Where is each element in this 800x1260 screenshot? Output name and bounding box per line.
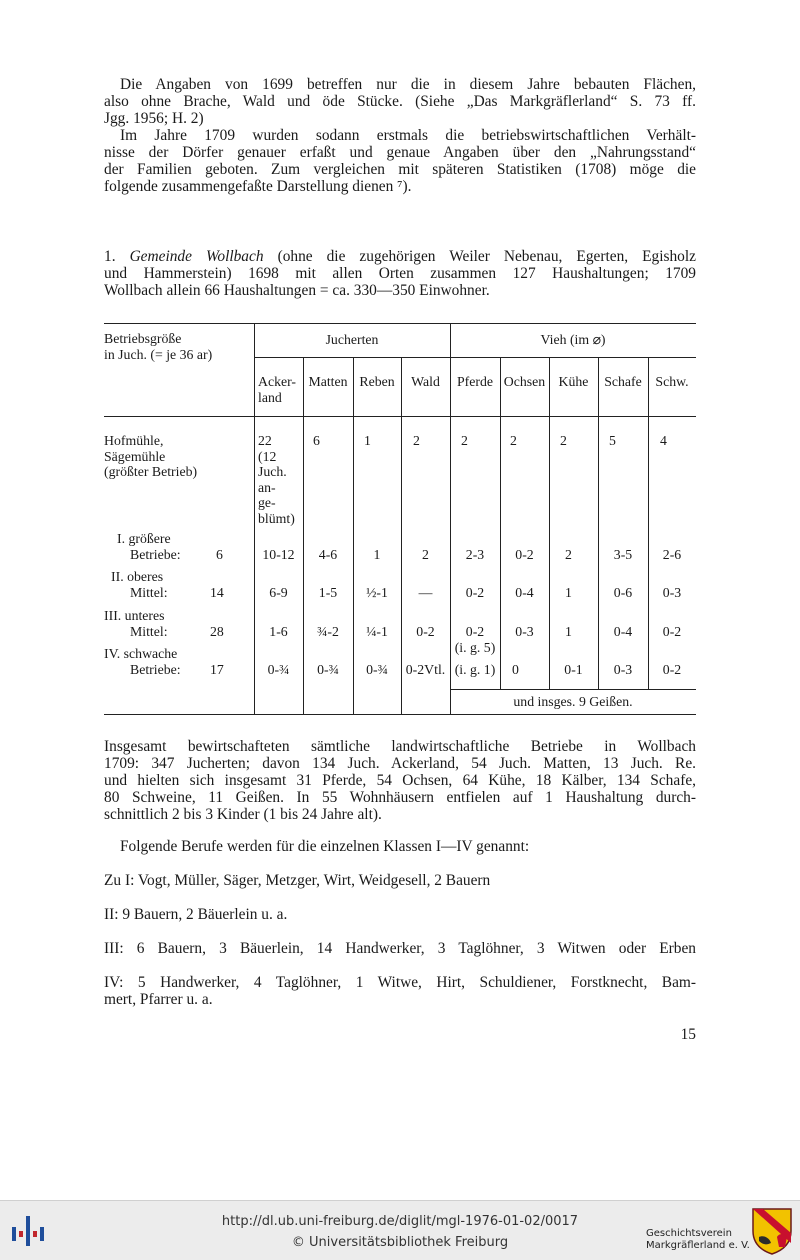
cell: 3-5 (613, 547, 633, 562)
table-col-rule (254, 323, 255, 714)
cell-hofmuehle-wald: 2 (413, 433, 420, 448)
text-line: Insgesamt bewirtschafteten sämtliche landwirtschaftliche Betriebe in Wollbach (104, 738, 696, 755)
table-rule-header (104, 416, 696, 417)
cell-line: (12 (258, 448, 277, 464)
label-line: Hofmühle, (104, 433, 164, 448)
cell: 0-1 (564, 662, 583, 677)
cell-hofmuehle-pferde: 2 (461, 433, 468, 448)
section-number: 1. (104, 248, 116, 265)
cell: 1 (565, 585, 572, 600)
text-line: und Hammerstein) 1698 mit allen Orten zusammen 127 Haushaltungen; 1709 (104, 265, 696, 282)
cell: 0-4 (515, 585, 534, 600)
farm-statistics-table (104, 323, 696, 715)
cell-line: 22 (258, 433, 272, 448)
cell: 0-2 (662, 624, 682, 639)
copyright-text: © Universitätsbibliothek Freiburg (291, 1235, 509, 1250)
cell: 0-4 (613, 624, 633, 639)
row-count-class-4: 17 (210, 662, 224, 677)
cell-hofmuehle-kuehe: 2 (560, 433, 567, 448)
text-line: 80 Schweine, 11 Geißen. In 55 Wohnhäusern entfielen auf 1 Haushaltung durch- (104, 789, 696, 806)
footer-bar (0, 1200, 800, 1260)
cell: 2 (422, 547, 429, 562)
header-line: Betriebsgröße (104, 331, 182, 346)
cell: 0-2 (416, 624, 435, 639)
row-label-class-3-b: Mittel: (130, 624, 168, 639)
cell: 1-5 (318, 585, 338, 600)
summary-paragraph (104, 738, 696, 823)
table-rule-note (450, 689, 696, 690)
cell-note: (i. g. 5) (454, 640, 496, 655)
text-line: schnittlich 2 bis 3 Kinder (1 bis 24 Jahre alt). (104, 806, 382, 823)
col-header-schafe: Schafe (604, 374, 642, 389)
row-count-class-3: 28 (210, 624, 224, 639)
cell: 10-12 (262, 547, 295, 562)
row-count-class-2: 14 (210, 585, 224, 600)
cell: 4-6 (318, 547, 338, 562)
corner-header (104, 331, 212, 362)
section-paragraph (104, 248, 696, 299)
intro-paragraph-1 (104, 76, 696, 127)
row-label-class-3: III. unteres (104, 608, 165, 623)
cell-line: blümt) (258, 510, 295, 526)
table-col-rule (353, 357, 354, 714)
cell-line: Juch. (258, 464, 287, 479)
cell-hofmuehle-schweine: 4 (660, 433, 667, 448)
text-line: IV: 5 Handwerker, 4 Taglöhner, 1 Witwe, Hirt, Schuldiener, Forstknecht, Bam- (104, 974, 696, 991)
col-header-ochsen: Ochsen (503, 374, 546, 389)
text-line: also ohne Brache, Wald und öde Stücke. (Siehe „Das Markgräflerland“ S. 73 ff. (104, 93, 696, 110)
intro-paragraph-2 (104, 127, 696, 195)
cell: 0-2 (662, 662, 682, 677)
source-url-link[interactable]: http://dl.ub.uni-freiburg.de/diglit/mgl-1976-01-02/0017 (221, 1214, 579, 1229)
table-rule-bottom (104, 714, 696, 715)
cell: — (418, 585, 433, 600)
col-header-pferde: Pferde (456, 374, 493, 389)
berufe-class-4 (104, 974, 696, 1008)
row-label-class-4: IV. schwache (104, 646, 178, 661)
cell: 0 (512, 662, 519, 677)
row-label-class-2: II. oberes (111, 569, 164, 584)
text-line: Die Angaben von 1699 betreffen nur die in diesem Jahre bebauten Flächen, (120, 76, 696, 93)
group-header-jucherten: Jucherten (325, 332, 379, 347)
cell: 1 (373, 547, 381, 562)
header-line: Acker- (258, 374, 297, 389)
coat-of-arms-icon (751, 1207, 793, 1255)
cell-hofmuehle-ochsen: 2 (510, 433, 517, 448)
cell: 0-6 (613, 585, 633, 600)
text-line: und hielten sich insgesamt 31 Pferde, 54 Ochsen, 64 Kühe, 18 Kälber, 134 Schafe, (104, 772, 696, 789)
text-line: 1709: 347 Jucherten; davon 134 Juch. Ackerland, 54 Juch. Matten, 13 Juch. Re. (104, 755, 696, 772)
cell: 2-3 (465, 547, 485, 562)
page-number: 15 (680, 1026, 696, 1043)
berufe-class-1: Zu I: Vogt, Müller, Säger, Metzger, Wirt, Weidgesell, 2 Bauern (104, 872, 491, 889)
cell-hofmuehle-schafe: 5 (609, 433, 616, 448)
berufe-class-3 (104, 940, 696, 957)
table-rule-top (104, 323, 696, 324)
col-header-reben: Reben (359, 374, 395, 389)
table-footnote: und insges. 9 Geißen. (513, 694, 633, 709)
cell-hofmuehle-reben: 1 (364, 433, 371, 448)
text-line: Im Jahre 1709 wurden sodann erstmals die betriebswirtschaftlichen Verhält- (120, 127, 696, 144)
header-line: in Juch. (= je 36 ar) (104, 346, 213, 362)
row-count-class-1: 6 (216, 547, 223, 562)
section-heading-line (104, 248, 696, 265)
berufe-intro: Folgende Berufe werden für die einzelnen Klassen I—IV genannt: (120, 838, 530, 855)
section-title: Gemeinde Wollbach (129, 248, 264, 265)
table-rule-group (254, 357, 696, 358)
table-col-rule (401, 357, 402, 714)
cell: ¾-2 (317, 624, 339, 639)
label-line: (größter Betrieb) (104, 464, 198, 479)
cell: 2 (565, 547, 572, 562)
cell: 0-¾ (317, 662, 339, 677)
header-line: land (258, 389, 282, 405)
section-subtitle: (ohne die zugehörigen Weiler Nebenau, Egerten, Egisholz (277, 248, 696, 265)
cell: 0-¾ (366, 662, 388, 677)
cell: 6-9 (269, 585, 288, 600)
text-line: III: 6 Bauern, 3 Bäuerlein, 14 Handwerker, 3 Taglöhner, 3 Witwen oder Erben (104, 940, 696, 957)
cell: 1-6 (269, 624, 288, 639)
society-name (646, 1228, 750, 1252)
row-label-class-1-b: Betriebe: (130, 547, 181, 562)
cell-line: an- (258, 479, 276, 495)
society-line: Markgräflerland e. V. (646, 1240, 750, 1251)
cell: 0-3 (662, 585, 682, 600)
cell: ½-1 (366, 585, 388, 600)
cell: 2-6 (662, 547, 682, 562)
cell: 0-2 (515, 547, 534, 562)
cell: 1 (565, 624, 572, 639)
society-line: Geschichtsverein (646, 1228, 732, 1239)
cell-line: ge- (258, 495, 276, 510)
group-header-vieh: Vieh (im ⌀) (540, 332, 606, 347)
cell: 0-2 (465, 624, 485, 639)
cell: (i. g. 1) (454, 662, 496, 677)
row-label-hofmuehle (104, 433, 197, 480)
col-header-ackerland (258, 374, 296, 405)
cell: 0-3 (613, 662, 633, 677)
text-line: folgende zusammengefaßte Darstellung dienen ⁷). (104, 178, 412, 195)
cell: 0-¾ (267, 662, 290, 677)
cell: 0-2 (465, 585, 485, 600)
label-line: Sägemühle (104, 448, 166, 464)
col-header-schweine: Schw. (655, 374, 689, 389)
cell: 0-3 (515, 624, 534, 639)
text-line: Jgg. 1956; H. 2) (104, 110, 204, 127)
row-label-class-4-b: Betriebe: (130, 662, 181, 677)
text-line: nisse der Dörfer genauer erfaßt und genaue Angaben über den „Nahrungsstand“ (104, 144, 696, 161)
text-line: der Familien geboten. Zum vergleichen mit späteren Statistiken (1708) möge die (104, 161, 696, 178)
text-line: Wollbach allein 66 Haushaltungen = ca. 330—350 Einwohner. (104, 282, 490, 299)
cell: ¼-1 (366, 624, 388, 639)
col-header-kuehe: Kühe (558, 374, 589, 389)
col-header-matten: Matten (308, 374, 348, 389)
cell-hofmuehle-ackerland (258, 433, 295, 526)
row-label-class-1: I. größere (117, 531, 171, 546)
cell-hofmuehle-matten: 6 (313, 433, 320, 448)
text-line: mert, Pfarrer u. a. (104, 991, 213, 1008)
row-label-class-2-b: Mittel: (130, 585, 168, 600)
col-header-wald: Wald (411, 374, 440, 389)
cell: 0-2Vtl. (405, 662, 446, 677)
table-col-rule (303, 357, 304, 714)
berufe-class-2: II: 9 Bauern, 2 Bäuerlein u. a. (104, 906, 288, 923)
